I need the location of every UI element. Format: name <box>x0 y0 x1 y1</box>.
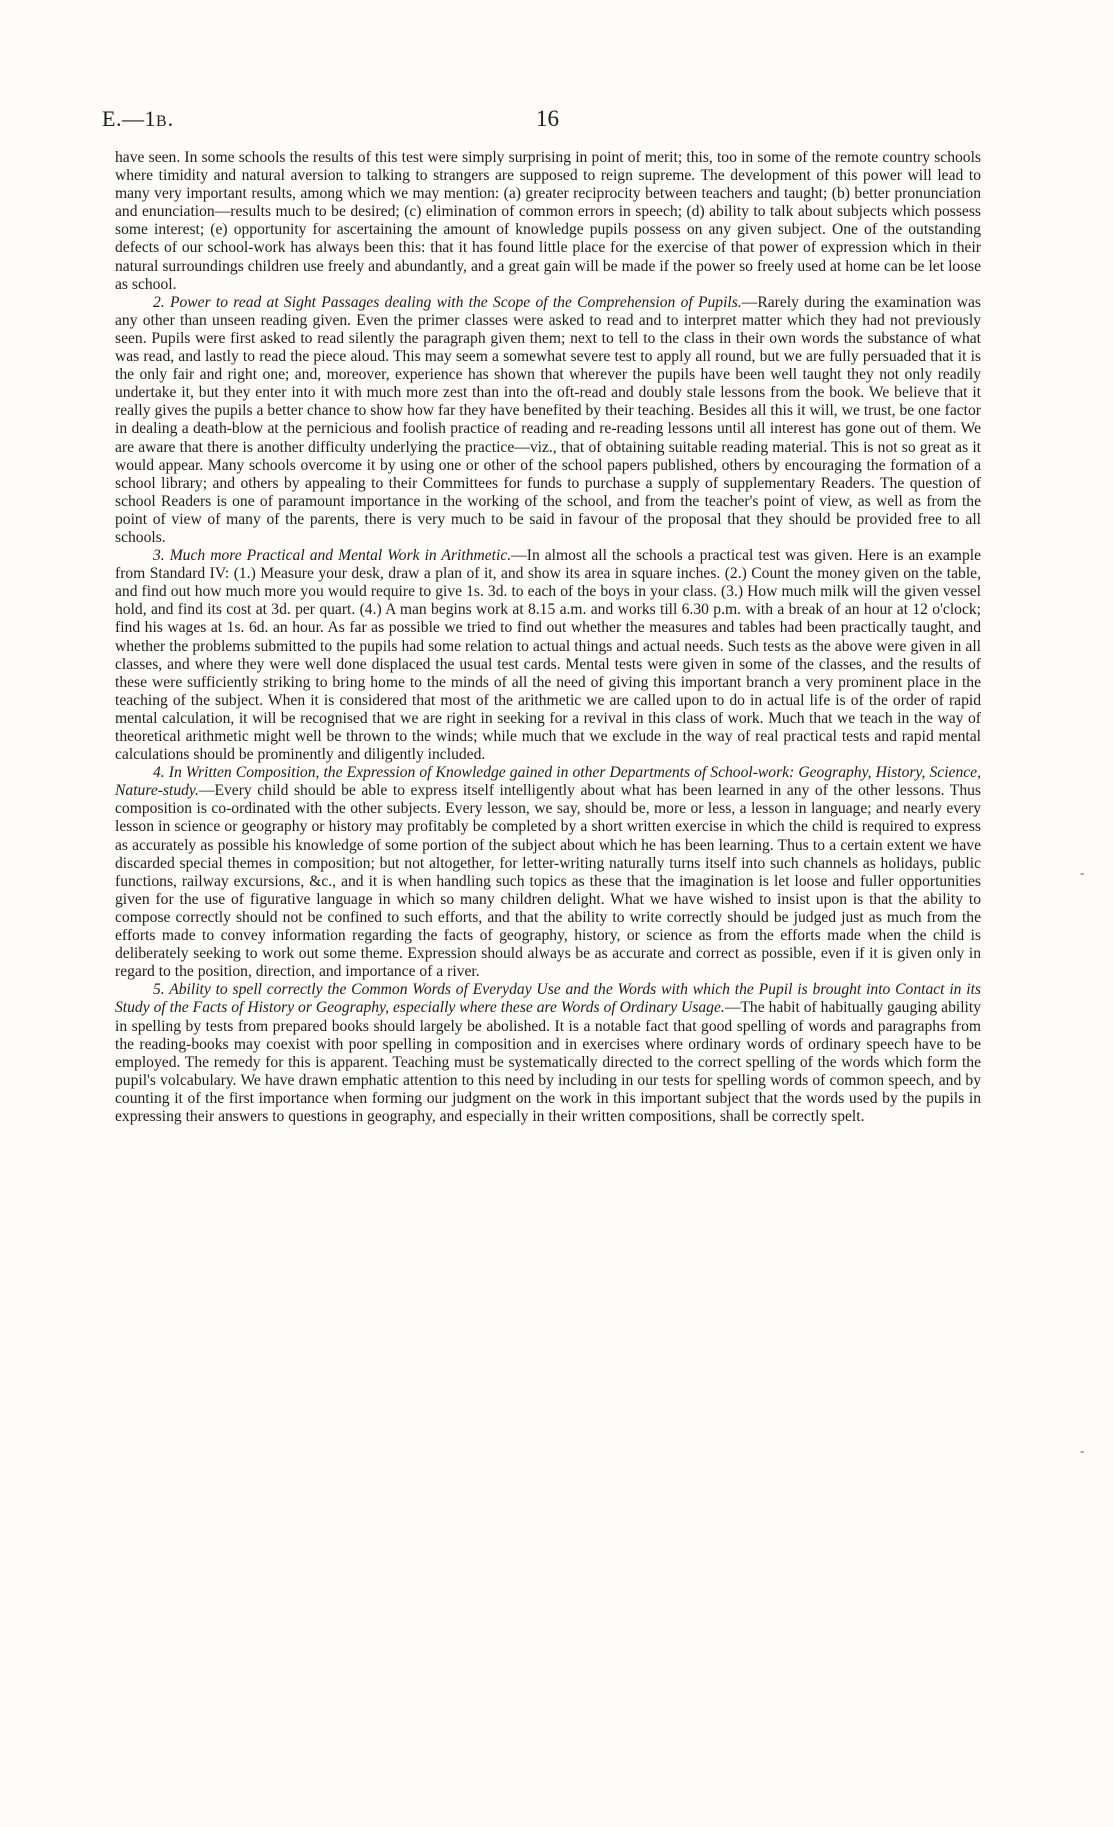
paragraph-text: —The habit of habitually gauging ability in spelling by tests from prepared books should largely be abolished. It is a notable fact that good spelling of words and paragraphs from the reading-books may coexist with poor spelling in composition and in exercises where ordinary words of ordinary speech have to be employed. The remedy for this is apparent. Teaching must be systematically directed to the correct spelling of the words which form the pupil's volcabulary. We have drawn emphatic attention to this need by including in our tests for spelling words of common speech, and by counting it of the first importance when forming our judgment on the work in this important subject that the words used by the pupils in expressing their answers to questions in geography, and especially in their written compositions, shall be correctly spelt. <box>115 999 981 1125</box>
paragraph-spelling <box>115 981 981 1126</box>
paragraph-heading: 3. Much more Practical and Mental Work in Arithmetic. <box>153 547 512 565</box>
paragraph-heading: 5. Ability to spell correctly the Common Words of Everyday Use and the Words with which the Pupil is brought into Contact in its Study of the Facts of History or Geography, especially where these are Words of Ordinary Usage. <box>115 981 981 1017</box>
margin-mark: ‐ <box>1080 865 1085 880</box>
code-main: E.—1 <box>102 106 156 131</box>
code-end: . <box>167 106 174 131</box>
paragraph-text: have seen. In some schools the results of this test were simply surprising in point of merit; this, too in some of the remote country schools where timidity and natural aversion to talking to strangers are supposed to reign supreme. The development of this power will lead to many very important results, among which we may mention: (a) greater reciprocity between teachers and taught; (b) better pronunciation and enunciation—results much to be desired; (c) elimination of common errors in speech; (d) ability to talk about subjects which possess some interest; (e) opportunity for ascertaining the amount of knowledge pupils possess on any given subject. One of the outstanding defects of our school-work has always been this: that it has found little place for the exercise of that power of expression which in their natural surroundings children use freely and abundantly, and a great gain will be made if the power so freely used at home can be let loose as school. <box>115 149 981 293</box>
paragraph-heading: 4. In Written Composition, the Expression of Knowledge gained in other Departments of School-work: Geography, History, Science, Nature-study. <box>115 764 981 800</box>
document-code <box>102 106 174 132</box>
page-header <box>102 106 988 136</box>
paragraph-power-to-read <box>115 294 981 547</box>
page-body <box>115 149 981 1126</box>
paragraph-text: —In almost all the schools a practical test was given. Here is an example from Standard IV: (1.) Measure your desk, draw a plan of it, and show its area in square inches. (2.) Count the money given on the table, and find out how much more you would require to give 1s. 3d. to each of the boys in your class. (3.) How much milk will the given vessel hold, and find its cost at 3d. per quart. (4.) A man begins work at 8.15 a.m. and works till 6.30 p.m. with a break of an hour at 12 o'clock; find his wages at 1s. 6d. an hour. As far as possible we tried to find out whether the measures and tables had been practically taught, and whether the problems submitted to the pupils had some relation to actual things and actual needs. Such tests as the above were given in all classes, and where they were well done displaced the usual test cards. Mental tests were given in some of the classes, and the results of these were sufficiently striking to bring home to the minds of all the need of giving this important branch a very prominent place in the teaching of the subject. When it is considered that most of the arithmetic we are called upon to do in actual life is of the order of rapid mental calculation, it will be recognised that we are right in seeking for a revival in this class of work. Much that we teach in the way of theoretical arithmetic might well be thrown to the winds; while much that we exclude in the way of real practical tests and rapid mental calculations should be prominently and diligently included. <box>115 547 981 764</box>
paragraph-text: —Rarely during the examination was any other than unseen reading given. Even the primer classes were asked to read and to interpret matter which they had not previously seen. Pupils were first asked to read silently the paragraph given them; next to tell to the class in their own words the substance of what was read, and lastly to read the piece aloud. This may seem a somewhat severe test to apply all round, but we are fully persuaded that it is the only fair and right one; and, moreover, experience has shown that wherever the pupils have been well taught they not only readily undertake it, but they enter into it with much more zest than into the oft-read and doubly stale lessons from the book. We believe that it really gives the pupils a better chance to show how far they have benefited by their teaching. Besides all this it will, we trust, be one factor in dealing a death-blow at the pernicious and foolish practice of reading and re-reading lessons until all interest has gone out of them. We are aware that there is another difficulty underlying the practice—viz., that of obtaining suitable reading material. This is not so great as it would appear. Many schools overcome it by using one or other of the school papers published, others by encouraging the formation of a school library; and others by appealing to their Committees for funds to purchase a supply of supplementary Readers. The question of school Readers is one of paramount importance in the working of the school, and from the teacher's point of view, as well as from the point of view of many of the parents, there is very much to be said in favour of the proposal that they should be provided free to all schools. <box>115 293 981 546</box>
paragraph-heading: 2. Power to read at Sight Passages dealing with the Scope of the Comprehension of Pupils. <box>153 293 742 311</box>
paragraph-composition <box>115 764 981 981</box>
code-small: B <box>155 113 168 130</box>
margin-mark: ‐ <box>1080 1443 1085 1458</box>
page-number: 16 <box>536 106 559 131</box>
paragraph-arithmetic <box>115 547 981 764</box>
paragraph-text: —Every child should be able to express itself intelligently about what has been learned in any of the other lessons. Thus composition is co-ordinated with the other subjects. Every lesson, we say, should be, more or less, a lesson in language; and nearly every lesson in science or geography or history may profitably be completed by a short written exercise in which the child is required to express as accurately as possible his knowledge of some portion of the subject about which he has been learning. Thus to a certain extent we have discarded special themes in composition; but not altogether, for letter-writing naturally turns itself into such channels as holidays, public functions, railway excursions, &c., and it is when handling such topics as these that the imagination is let loose and fuller opportunities given for the use of figurative language in which so many children delight. What we have wished to insist upon is that the ability to compose correctly should not be confined to such efforts, and that the ability to write correctly should be judged just as much from the efforts made to convey information regarding the facts of geography, history, or science as from the efforts made when the child is deliberately seeking to work out some theme. Expression should always be as accurate and correct as possible, even if it is given only in regard to the position, direction, and importance of a river. <box>115 782 981 981</box>
paragraph-continuation <box>115 149 981 294</box>
